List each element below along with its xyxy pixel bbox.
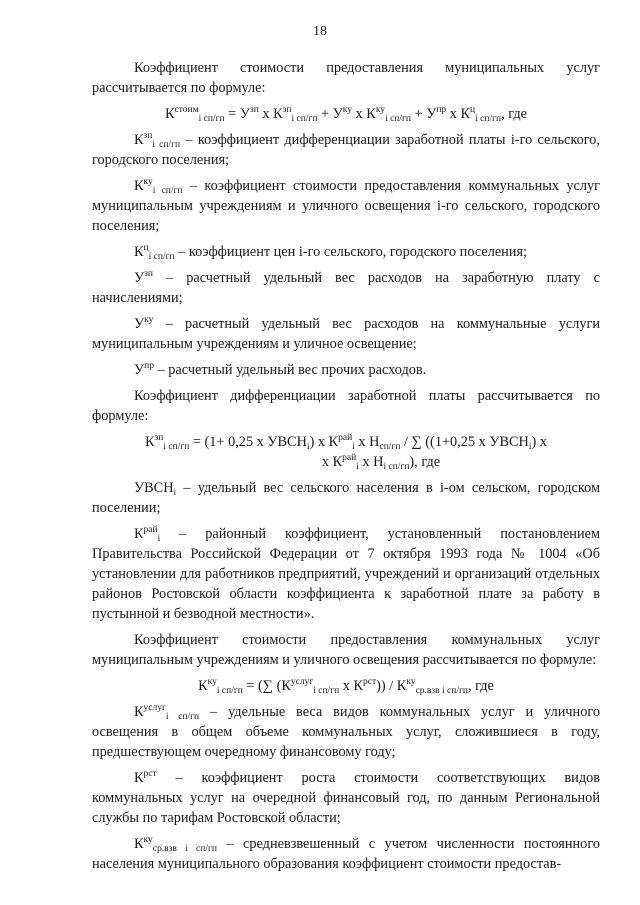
- definition-kku-srvzv: $К^{ку}_{ср.взв i сп/гп}$ – средневзвешенный с учетом численности постоянного населения муниципального образования коэффициент стоимости предостав-: [92, 835, 600, 872]
- formula-utility-coefficient: $К^{ку}_{i сп/гп}$ = (∑ ($К^{услуг}_{i сп/гп}$ х $К^{рст})) / К^{ку}_{ср.взв i сп/гп}$, где: [198, 677, 494, 696]
- definition-krst: $К^{рст}$ – коэффициент роста стоимости соответствующих видов коммунальных услуг на очередной финансовый год, по данным Региональной службы по тарифам Ростовской области;: [92, 769, 600, 826]
- definition-uzp: $У^{зп}$ – расчетный удельный вес расходов на заработную плату с начислениями;: [92, 269, 600, 306]
- definition-kc: $К^ц_{i сп/гп}$ – коэффициент цен i-го сельского, городского поселения;: [134, 243, 528, 262]
- definition-uku: $У^{ку}$ – расчетный удельный вес расходов на коммунальные услуги муниципальным учреждениям и уличное освещение;: [92, 315, 600, 352]
- page-number: 18: [313, 24, 327, 39]
- paragraph-intro-wage-coefficient: Коэффициент дифференциации заработной платы рассчитывается по формуле:: [92, 388, 600, 424]
- definition-uvsn: $УВСН_i$ – удельный вес сельского населения в i-ом сельском, городском поселении;: [92, 480, 600, 516]
- formula-wage-coefficient-line1: $К^{зп}_{i сп/гп} = (1+ 0,25$ х $УВСН_i$) х $К^{рай}_i$ х $Н_{сп/гп}$ / ∑ ((1+0,25 х $УВСН_i$) х: [145, 433, 547, 452]
- definition-kku: $К^{ку}_{i сп/гп}$ – коэффициент стоимости предоставления коммунальных услуг муниципальным учреждениям и уличного освещения i-го сельского, городского поселения;: [92, 177, 601, 234]
- formula-cost-coefficient: $К^{стоим}_{i сп/гп} = У^{зп}$ х $К^{зп}_{i сп/гп} + У^{ку}$ х $К^{ку}_{i сп/гп} + У^{пр}$ х $К^ц_{i сп/гп}$, где: [165, 105, 527, 124]
- page-body: [92, 58, 600, 880]
- definition-upr: $У^{пр}$ – расчетный удельный вес прочих расходов.: [134, 361, 427, 378]
- formula-wage-coefficient-line2: х $К^{рай}_i$ х $Н_{i сп/гп}$), где: [321, 453, 441, 472]
- paragraph-intro-cost-coefficient: Коэффициент стоимости предоставления муниципальных услуг рассчитывается по формуле:: [92, 60, 600, 96]
- definition-kuslug: $К^{услуг}_{i сп/гп}$ – удельные веса видов коммунальных услуг и уличного освещения в общем объеме коммунальных услуг, сложившиеся в году, предшествующем очередному финансовому году;: [92, 703, 600, 760]
- definition-krai: $К^{рай}_i$ – районный коэффициент, установленный постановлением Правительства Российской Федерации от 7 октября 1993 года № 1004 «Об установлении для работников предприятий, учреждений и организаций отдельных районов Ростовской области коэффициента к заработной плате за работу в пустынной и безводной местности».: [92, 525, 600, 622]
- paragraph-intro-utility-coefficient: Коэффициент стоимости предоставления коммунальных услуг муниципальным учреждениям и уличного освещения рассчитывается по формуле:: [92, 632, 600, 668]
- definition-kzp: $К^{зп}_{i сп/гп}$ – коэффициент дифференциации заработной платы i-го сельского, городского поселения;: [92, 131, 600, 168]
